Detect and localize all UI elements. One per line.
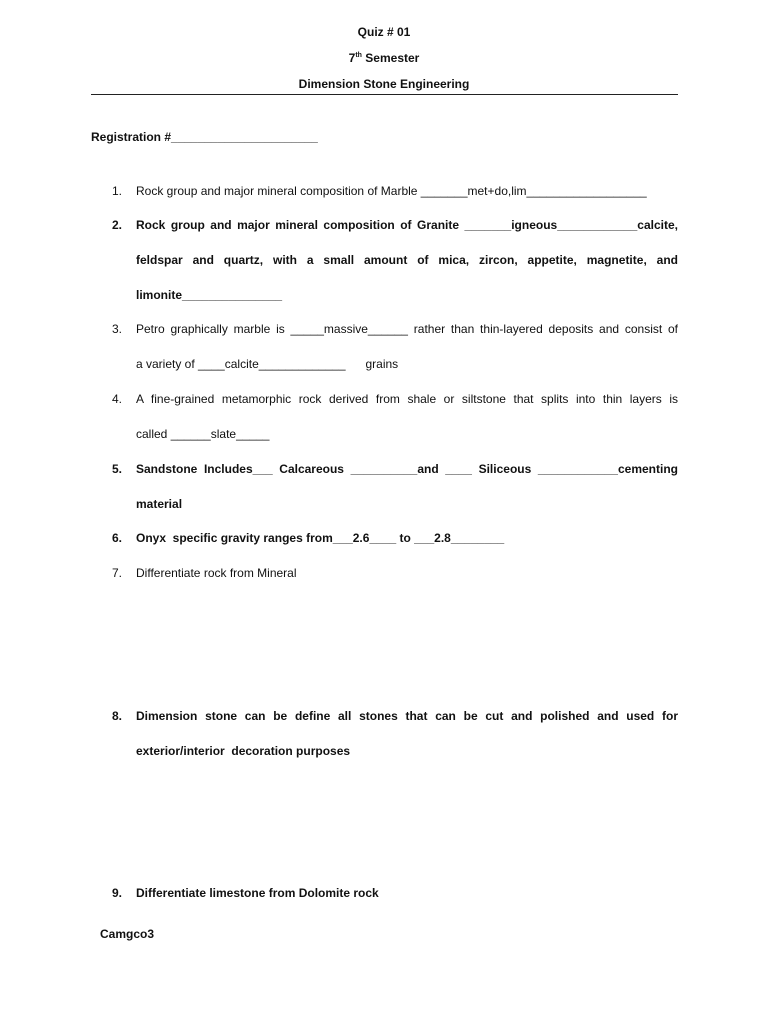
question-text: called ______slate_____	[136, 427, 270, 441]
question-text: Onyx specific gravity ranges from___2.6____ to ___2.8________	[136, 531, 505, 545]
question-number: 2.	[112, 218, 123, 232]
question-text: Petro graphically marble is _____massive______ rather than thin-layered deposits and consist of	[136, 322, 678, 336]
question-text: Sandstone Includes___ Calcareous __________and ____ Siliceous ____________cementing	[136, 462, 678, 476]
semester-label: Semester	[365, 51, 420, 65]
question-text: A fine-grained metamorphic rock derived from shale or siltstone that splits into thin layers is	[136, 392, 678, 406]
header-divider	[91, 94, 678, 95]
question-text: limonite_______________	[136, 288, 283, 302]
quiz-title: Quiz # 01	[357, 25, 411, 39]
footer-code: Camgco3	[100, 927, 155, 941]
question-number: 4.	[112, 392, 123, 406]
course-title: Dimension Stone Engineering	[298, 77, 470, 91]
semester-number: 7	[348, 51, 356, 65]
question-text: a variety of ____calcite_____________ grains	[136, 357, 399, 371]
question-text: Rock group and major mineral composition of Granite _______igneous____________calcite,	[136, 218, 678, 232]
question-number: 5.	[112, 462, 123, 476]
question-text: material	[136, 497, 183, 511]
question-number: 8.	[112, 709, 123, 723]
question-text: Differentiate rock from Mineral	[136, 566, 297, 580]
registration-field: Registration #______________________	[91, 130, 318, 144]
question-text: Rock group and major mineral composition of Marble _______met+do,lim__________________	[136, 184, 647, 198]
semester-superscript: th	[355, 52, 362, 59]
question-text: Differentiate limestone from Dolomite rock	[136, 886, 379, 900]
question-text: feldspar and quartz, with a small amount of mica, zircon, appetite, magnetite, and	[136, 253, 678, 267]
question-number: 9.	[112, 886, 123, 900]
semester-line	[0, 51, 768, 65]
question-number: 1.	[112, 184, 123, 198]
question-text: exterior/interior decoration purposes	[136, 744, 351, 758]
question-number: 6.	[112, 531, 123, 545]
question-text: Dimension stone can be define all stones that can be cut and polished and used for	[136, 709, 678, 723]
question-number: 3.	[112, 322, 123, 336]
question-number: 7.	[112, 566, 123, 580]
